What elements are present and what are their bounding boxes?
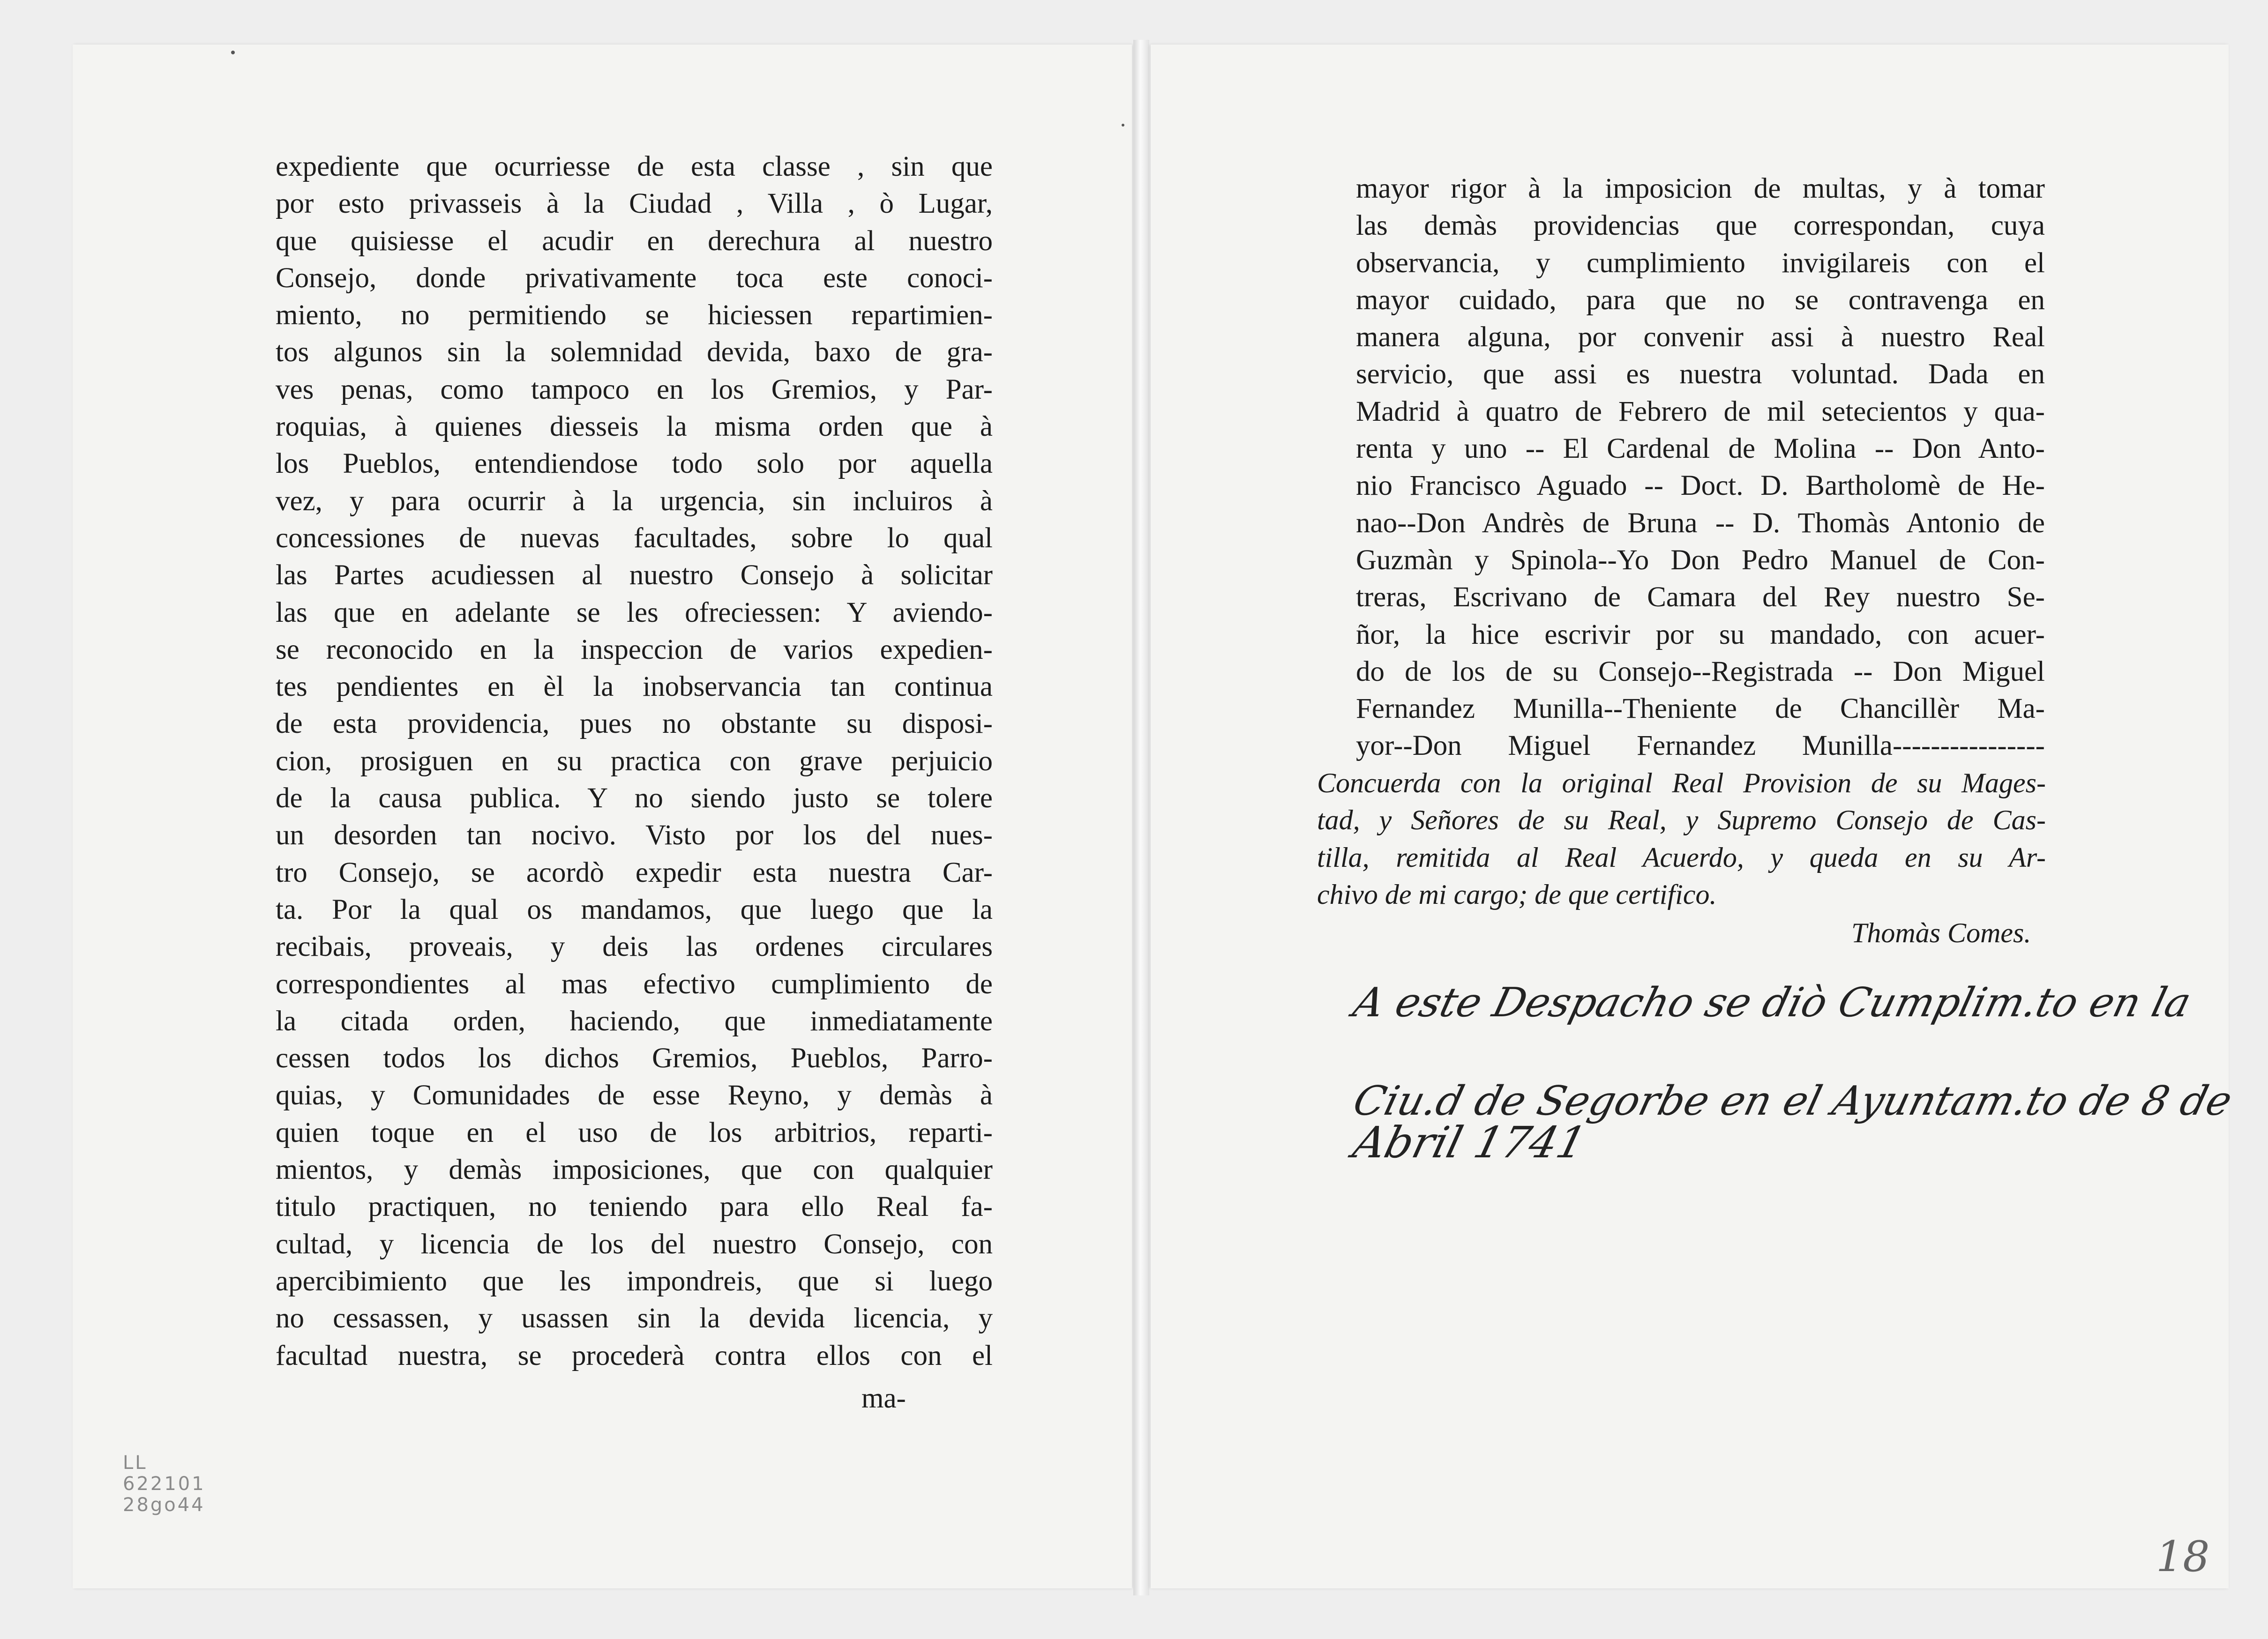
right-page-text — [1356, 170, 2045, 765]
pencil-note: 622101 — [123, 1473, 206, 1495]
text-line: quias, y Comunidades de esse Reyno, y demàs à — [276, 1080, 993, 1111]
handwritten-note-line: A este Despacho se diò Cumplim.to en la — [1348, 979, 2196, 1026]
pencil-notes — [123, 1453, 206, 1516]
text-line: tilla, remitida al Real Acuerdo, y queda en su Ar- — [1317, 842, 2046, 873]
text-line: servicio, que assi es nuestra voluntad. Dada en — [1356, 358, 2045, 390]
text-line: de esta providencia, pues no obstante su disposi- — [276, 708, 993, 740]
text-line: Fernandez Munilla--Theniente de Chancillèr Ma- — [1356, 693, 2045, 725]
text-line: tad, y Señores de su Real, y Supremo Consejo de Cas- — [1317, 805, 2046, 836]
text-line: expediente que ocurriesse de esta classe , sin que — [276, 151, 993, 182]
text-line: no cessassen, y usassen sin la devida licencia, y — [276, 1303, 993, 1334]
text-line: do de los de su Consejo--Registrada -- Don Miguel — [1356, 656, 2045, 687]
pencil-note: LL — [123, 1452, 148, 1474]
text-line: las Partes acudiessen al nuestro Consejo à solicitar — [276, 559, 993, 591]
text-line: la citada orden, haciendo, que inmediatamente — [276, 1005, 993, 1037]
text-line: mayor rigor à la imposicion de multas, y à tomar — [1356, 173, 2045, 204]
text-line: manera alguna, por convenir assi à nuestro Real — [1356, 321, 2045, 353]
text-line: que quisiesse el acudir en derechura al nuestro — [276, 225, 993, 257]
ink-speck — [231, 51, 235, 54]
text-line: nao--Don Andrès de Bruna -- D. Thomàs Antonio de — [1356, 507, 2045, 539]
text-line: miento, no permitiendo se hiciessen repartimien- — [276, 299, 993, 331]
text-line: Concuerda con la original Real Provision de su Mages- — [1317, 767, 2046, 798]
handwritten-note-line: Abril 1741 — [1348, 1118, 1591, 1168]
text-line: correspondientes al mas efectivo cumplimiento de — [276, 968, 993, 1000]
text-line: se reconocido en la inspeccion de varios expedien- — [276, 633, 993, 665]
text-line: vez, y para ocurrir à la urgencia, sin incluiros à — [276, 485, 993, 517]
text-line: Guzmàn y Spinola--Yo Don Pedro Manuel de Con- — [1356, 544, 2045, 576]
text-line: apercibimiento que les impondreis, que si luego — [276, 1265, 993, 1297]
text-line: un desorden tan nocivo. Visto por los del nues- — [276, 820, 993, 851]
page-gutter — [1133, 40, 1149, 1595]
text-line: ves penas, como tampoco en los Gremios, y Par- — [276, 373, 993, 405]
text-line: chivo de mi cargo; de que certifico. — [1317, 879, 1717, 910]
text-line: cessen todos los dichos Gremios, Pueblos, Parro- — [276, 1043, 993, 1074]
text-line: ta. Por la qual os mandamos, que luego que la — [276, 894, 993, 925]
pencil-note: 28go44 — [123, 1494, 205, 1516]
corner-mark: 18 — [2156, 1532, 2210, 1581]
text-line: facultad nuestra, se procederà contra ellos con el — [276, 1340, 993, 1371]
ink-speck — [1122, 124, 1124, 127]
text-line: las que en adelante se les ofreciessen: Y aviendo- — [276, 596, 993, 628]
catchword: ma- — [861, 1383, 906, 1414]
text-line: concessiones de nuevas facultades, sobre lo qual — [276, 522, 993, 554]
text-line: tro Consejo, se acordò expedir esta nuestra Car- — [276, 857, 993, 888]
text-line: mayor cuidado, para que no se contravenga en — [1356, 284, 2045, 316]
text-line: nio Francisco Aguado -- Doct. D. Bartholomè de He- — [1356, 470, 2045, 502]
text-line: quien toque en el uso de los arbitrios, reparti- — [276, 1117, 993, 1148]
text-line: titulo practiquen, no teniendo para ello Real fa- — [276, 1191, 993, 1223]
text-line: las demàs providencias que correspondan, cuya — [1356, 210, 2045, 242]
text-line: ñor, la hice escrivir por su mandado, con acuer- — [1356, 618, 2045, 650]
text-line: observancia, y cumplimiento invigilareis con el — [1356, 247, 2045, 279]
text-line: renta y uno -- El Cardenal de Molina -- Don Anto- — [1356, 433, 2045, 465]
text-line: Consejo, donde privativamente toca este conoci- — [276, 262, 993, 294]
text-line: recibais, proveais, y deis las ordenes circulares — [276, 931, 993, 963]
text-line: Madrid à quatro de Febrero de mil setecientos y qua- — [1356, 395, 2045, 427]
text-line: yor--Don Miguel Fernandez Munilla---------------- — [1356, 730, 2045, 762]
text-line: tes pendientes en èl la inobservancia tan continua — [276, 671, 993, 703]
text-line: cultad, y licencia de los del nuestro Consejo, con — [276, 1228, 993, 1260]
certification-text — [1317, 765, 2046, 913]
handwritten-note-line: Ciu.d de Segorbe en el Ayuntam.to de 8 de — [1348, 1078, 2237, 1125]
text-line: mientos, y demàs imposiciones, que con qualquier — [276, 1154, 993, 1186]
text-line: de la causa publica. Y no siendo justo se tolere — [276, 782, 993, 814]
left-page-text — [276, 148, 993, 1374]
text-line: tos algunos sin la solemnidad devida, baxo de gra- — [276, 336, 993, 368]
signature: Thomàs Comes. — [1851, 917, 2031, 948]
text-line: cion, prosiguen en su practica con grave perjuicio — [276, 745, 993, 777]
text-line: los Pueblos, entendiendose todo solo por aquella — [276, 448, 993, 480]
text-line: roquias, à quienes diesseis la misma orden que à — [276, 411, 993, 443]
text-line: treras, Escrivano de Camara del Rey nuestro Se- — [1356, 581, 2045, 613]
text-line: por esto privasseis à la Ciudad , Villa , ò Lugar, — [276, 188, 993, 220]
